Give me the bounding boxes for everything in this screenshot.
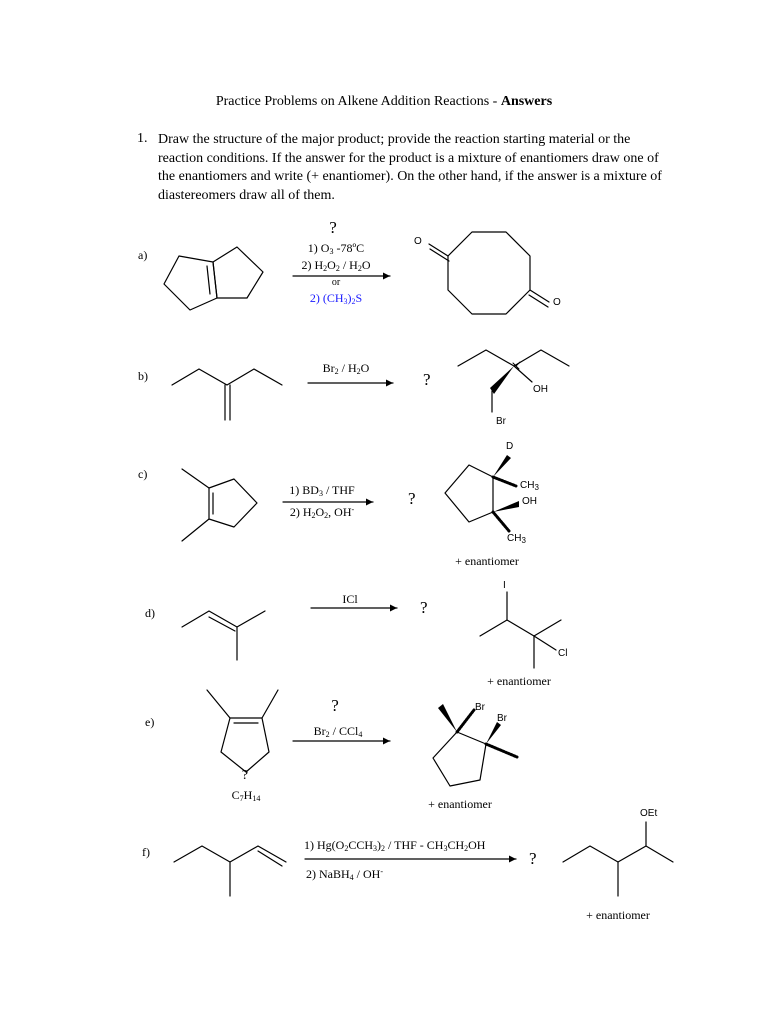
structure-e-reactant bbox=[207, 690, 278, 772]
conditions-f-2: 2) NaBH$_4$ / OH- bbox=[306, 867, 384, 882]
conditions-f-1: 1) $Hg(O_2CCH_3)_2$ / THF - $CH_3CH_2OH$ bbox=[304, 838, 486, 853]
atom-c-d: D bbox=[506, 441, 514, 452]
question-mark-f: ? bbox=[529, 849, 537, 868]
structure-d-reactant bbox=[182, 611, 265, 660]
conditions-a-alt: 2) $(CH_3)_2S$ bbox=[309, 291, 363, 306]
atom-f-oet: OEt bbox=[640, 808, 658, 819]
structure-f-reactant bbox=[174, 846, 286, 896]
question-mark-a: ? bbox=[329, 218, 337, 237]
structure-b-reactant bbox=[172, 369, 282, 420]
atom-d-cl: Cl bbox=[558, 648, 568, 659]
structure-c-reactant bbox=[182, 469, 257, 541]
page-title: Practice Problems on Alkene Addition Reactions - Answers bbox=[215, 94, 553, 109]
atom-c-ch3-bottom: $CH_3$ bbox=[507, 533, 526, 545]
label-c: c) bbox=[138, 467, 148, 481]
structure-d-product bbox=[480, 592, 561, 668]
label-d: d) bbox=[145, 606, 155, 620]
label-b: b) bbox=[138, 369, 148, 383]
note-c-enantiomer: + enantiomer bbox=[455, 554, 519, 568]
label-e: e) bbox=[145, 715, 155, 729]
conditions-e: $Br_2 / CCl_4$ bbox=[313, 724, 363, 739]
question-mark-e-top: ? bbox=[331, 696, 339, 715]
atom-c-oh: OH bbox=[522, 496, 537, 507]
label-a: a) bbox=[138, 248, 148, 262]
atom-a-o2: O bbox=[553, 297, 561, 308]
conditions-a-or: or bbox=[331, 277, 341, 288]
note-d-enantiomer: + enantiomer bbox=[487, 674, 551, 688]
structure-a-reactant bbox=[164, 247, 263, 310]
atom-b-br: Br bbox=[496, 416, 506, 427]
formula-e: $C_7H_{14}$ bbox=[231, 788, 261, 803]
atom-e-br1: Br bbox=[475, 702, 485, 713]
atom-d-i: I bbox=[503, 580, 506, 591]
question-mark-c: ? bbox=[408, 489, 416, 508]
structure-a-product bbox=[429, 232, 549, 314]
conditions-c-1: 1) $BD_3$ / THF bbox=[289, 483, 355, 498]
question-mark-b: ? bbox=[423, 370, 431, 389]
conditions-b: $Br_2 / H_2O$ bbox=[322, 361, 370, 376]
atom-c-ch3-top: $CH_3$ bbox=[520, 480, 539, 492]
conditions-c-2: 2) $H_2O_2$, OH- bbox=[289, 505, 355, 520]
structure-f-product bbox=[563, 822, 673, 896]
question-text: Draw the structure of the major product; provide the reaction starting material or the reaction conditions. If the answer for the product is a mixture of enantiomers draw one of the enantiomers and write (+ enantiomer). On the other hand, if the answer is a mixture of diastereomers draw all of them. bbox=[158, 132, 662, 203]
conditions-a-1: 1) $O_3$ -78ºC bbox=[307, 241, 365, 256]
atom-e-br2: Br bbox=[497, 713, 507, 724]
structure-b-product bbox=[458, 350, 569, 412]
note-e-enantiomer: + enantiomer bbox=[428, 797, 492, 811]
label-f: f) bbox=[142, 845, 150, 859]
atom-a-o1: O bbox=[414, 236, 422, 247]
note-f-enantiomer: + enantiomer bbox=[586, 908, 650, 922]
conditions-d: ICl bbox=[342, 592, 358, 606]
question-mark-e-sm: ? bbox=[241, 768, 249, 783]
structure-c-product bbox=[445, 455, 519, 522]
question-number: 1. bbox=[137, 131, 148, 146]
conditions-a-2: 2) $H_2O_2 / H_2O$ bbox=[301, 258, 371, 273]
atom-b-oh: OH bbox=[533, 384, 548, 395]
question-mark-d: ? bbox=[420, 598, 428, 617]
